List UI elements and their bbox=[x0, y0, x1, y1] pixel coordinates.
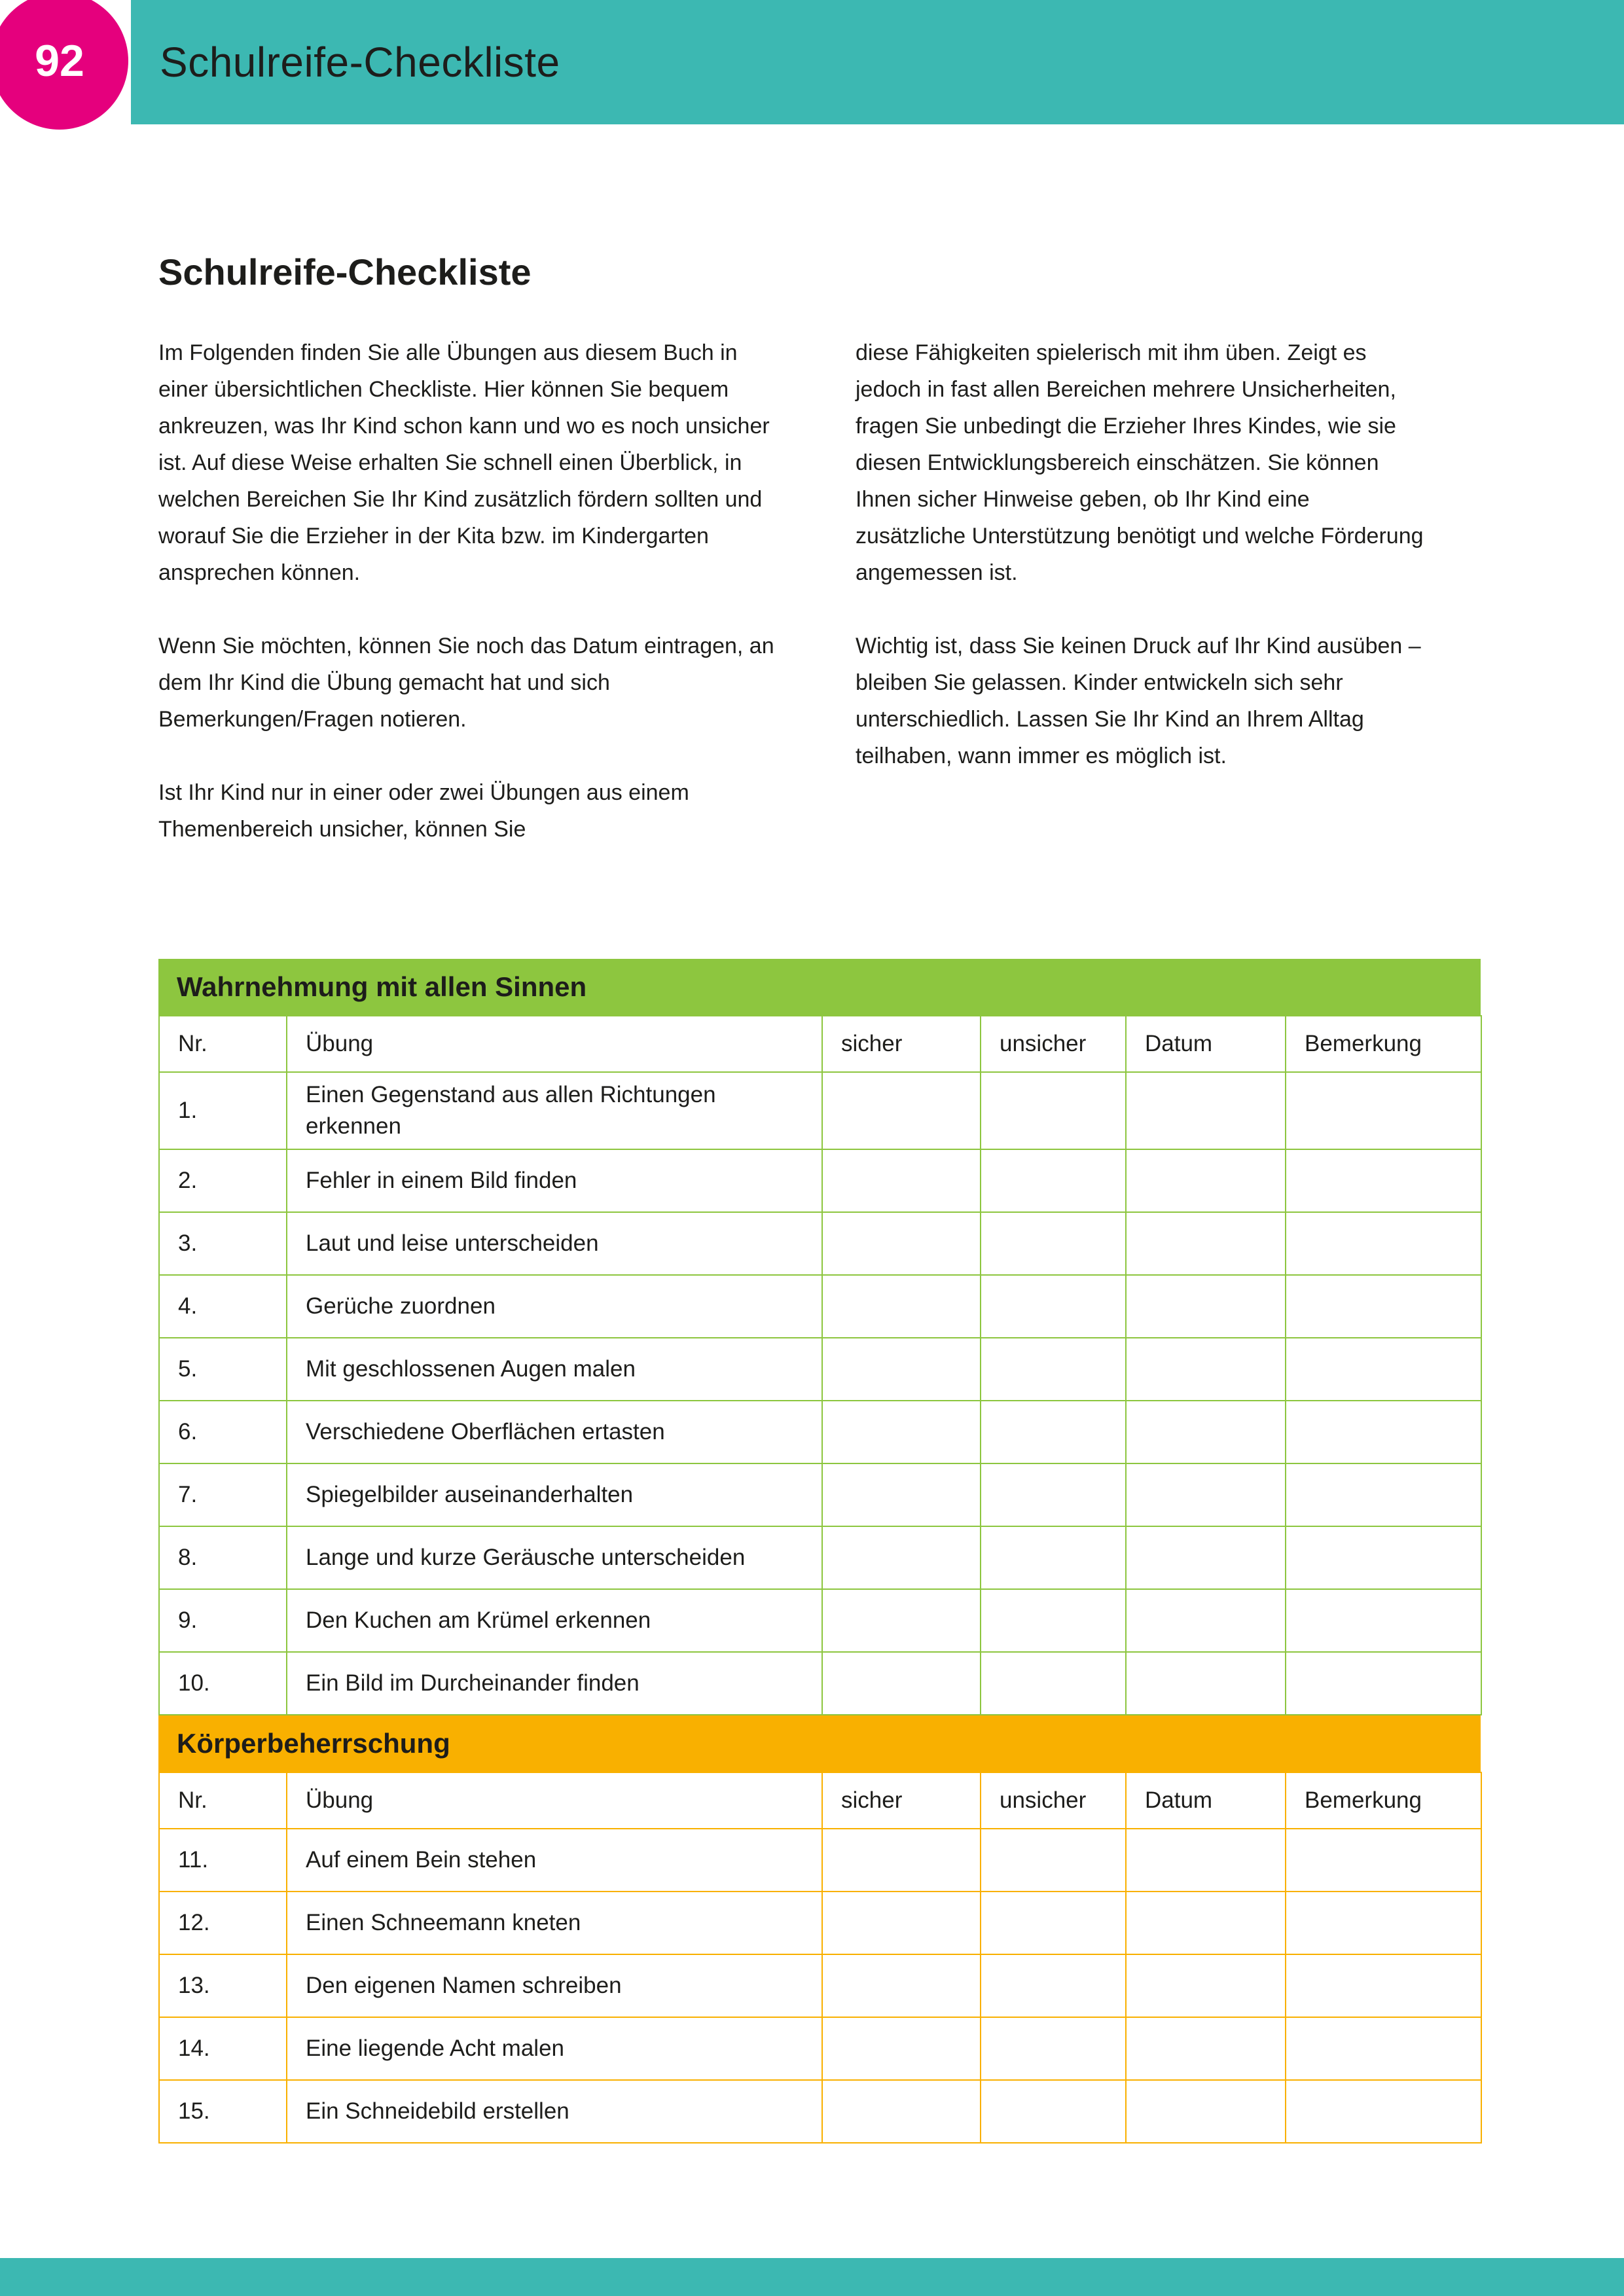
intro-paragraph: diese Fähigkeiten spielerisch mit ihm üben. Zeigt es jedoch in fast allen Bereichen mehrere Unsicherheiten, fragen Sie unbedingt die Erzieher Ihres Kindes, wie sie diesen Entwicklungsbereich einschätzen. Sie können Ihnen sicher Hinweise geben, ob Ihr Kind eine zusätzliche Unterstützung benötigt und welche Förderung angemessen ist. bbox=[856, 340, 1424, 586]
row-exercise: Mit geschlossenen Augen malen bbox=[287, 1338, 822, 1401]
main-content bbox=[158, 250, 1481, 2144]
cell-unsicher bbox=[981, 1401, 1126, 1463]
cell-bemerkung bbox=[1286, 1954, 1481, 2017]
table-row bbox=[159, 1589, 1481, 1652]
col-header-unsicher: unsicher bbox=[981, 1016, 1126, 1072]
cell-bemerkung bbox=[1286, 1829, 1481, 1892]
row-exercise: Fehler in einem Bild finden bbox=[287, 1149, 822, 1212]
table-row bbox=[159, 1072, 1481, 1149]
table-row bbox=[159, 2017, 1481, 2080]
row-number: 5. bbox=[159, 1338, 287, 1401]
cell-bemerkung bbox=[1286, 2080, 1481, 2143]
cell-datum bbox=[1126, 2017, 1286, 2080]
cell-sicher bbox=[822, 2017, 981, 2080]
cell-datum bbox=[1126, 1954, 1286, 2017]
cell-datum bbox=[1126, 1401, 1286, 1463]
col-header-sicher: sicher bbox=[822, 1016, 981, 1072]
section-title: Körperbeherrschung bbox=[158, 1715, 1481, 1772]
cell-sicher bbox=[822, 1463, 981, 1526]
cell-unsicher bbox=[981, 1338, 1126, 1401]
table-row bbox=[159, 1338, 1481, 1401]
row-number: 13. bbox=[159, 1954, 287, 2017]
header-title: Schulreife-Checkliste bbox=[160, 39, 560, 86]
row-number: 15. bbox=[159, 2080, 287, 2143]
row-exercise: Auf einem Bein stehen bbox=[287, 1829, 822, 1892]
page-title: Schulreife-Checkliste bbox=[158, 251, 532, 293]
footer-bar bbox=[0, 2258, 1624, 2296]
row-exercise: Ein Schneidebild erstellen bbox=[287, 2080, 822, 2143]
cell-bemerkung bbox=[1286, 1526, 1481, 1589]
header-bar bbox=[131, 0, 1624, 124]
col-header-nr: Nr. bbox=[159, 1772, 287, 1829]
cell-unsicher bbox=[981, 1275, 1126, 1338]
section-title: Wahrnehmung mit allen Sinnen bbox=[158, 959, 1481, 1015]
row-number: 10. bbox=[159, 1652, 287, 1715]
cell-sicher bbox=[822, 1589, 981, 1652]
cell-datum bbox=[1126, 1072, 1286, 1149]
row-number: 4. bbox=[159, 1275, 287, 1338]
row-exercise: Gerüche zuordnen bbox=[287, 1275, 822, 1338]
col-header-uebung: Übung bbox=[287, 1016, 822, 1072]
intro-paragraph: Ist Ihr Kind nur in einer oder zwei Übungen aus einem Themenbereich unsicher, können Sie bbox=[158, 780, 689, 842]
table-row bbox=[159, 1526, 1481, 1589]
cell-bemerkung bbox=[1286, 1892, 1481, 1954]
col-header-unsicher: unsicher bbox=[981, 1772, 1126, 1829]
cell-unsicher bbox=[981, 1463, 1126, 1526]
page-number: 92 bbox=[35, 36, 84, 86]
cell-sicher bbox=[822, 1829, 981, 1892]
cell-datum bbox=[1126, 2080, 1286, 2143]
row-exercise: Einen Schneemann kneten bbox=[287, 1892, 822, 1954]
cell-sicher bbox=[822, 1892, 981, 1954]
intro-paragraph: Wichtig ist, dass Sie keinen Druck auf Ihr Kind ausüben – bleiben Sie gelassen. Kinder entwickeln sich sehr unterschiedlich. Lassen Sie Ihr Kind an Ihrem Alltag teilhaben, wann immer es möglich ist. bbox=[856, 634, 1421, 769]
row-exercise: Lange und kurze Geräusche unterscheiden bbox=[287, 1526, 822, 1589]
row-number: 7. bbox=[159, 1463, 287, 1526]
cell-sicher bbox=[822, 1401, 981, 1463]
cell-bemerkung bbox=[1286, 1652, 1481, 1715]
cell-unsicher bbox=[981, 2017, 1126, 2080]
row-number: 9. bbox=[159, 1589, 287, 1652]
table-row bbox=[159, 1829, 1481, 1892]
cell-bemerkung bbox=[1286, 1589, 1481, 1652]
cell-datum bbox=[1126, 1892, 1286, 1954]
cell-datum bbox=[1126, 1212, 1286, 1275]
col-header-nr: Nr. bbox=[159, 1016, 287, 1072]
cell-unsicher bbox=[981, 1149, 1126, 1212]
row-number: 14. bbox=[159, 2017, 287, 2080]
intro-paragraph: Wenn Sie möchten, können Sie noch das Datum eintragen, an dem Ihr Kind die Übung gemacht hat und sich Bemerkungen/Fragen notieren. bbox=[158, 634, 774, 732]
col-header-bemerkung: Bemerkung bbox=[1286, 1772, 1481, 1829]
checklist-section-koerperbeherrschung bbox=[158, 1715, 1481, 2144]
cell-bemerkung bbox=[1286, 2017, 1481, 2080]
col-header-datum: Datum bbox=[1126, 1772, 1286, 1829]
cell-sicher bbox=[822, 1275, 981, 1338]
table-row bbox=[159, 1954, 1481, 2017]
intro-right-column bbox=[856, 334, 1425, 848]
row-number: 3. bbox=[159, 1212, 287, 1275]
row-number: 11. bbox=[159, 1829, 287, 1892]
checklist-table-koerperbeherrschung bbox=[158, 1772, 1482, 2144]
cell-unsicher bbox=[981, 1526, 1126, 1589]
checklist-section-wahrnehmung bbox=[158, 959, 1481, 1715]
checklist bbox=[158, 959, 1481, 2144]
row-exercise: Laut und leise unterscheiden bbox=[287, 1212, 822, 1275]
cell-sicher bbox=[822, 1954, 981, 2017]
cell-bemerkung bbox=[1286, 1072, 1481, 1149]
row-number: 6. bbox=[159, 1401, 287, 1463]
cell-unsicher bbox=[981, 1954, 1126, 2017]
cell-unsicher bbox=[981, 1212, 1126, 1275]
row-number: 1. bbox=[159, 1072, 287, 1149]
row-number: 2. bbox=[159, 1149, 287, 1212]
cell-unsicher bbox=[981, 2080, 1126, 2143]
cell-sicher bbox=[822, 1072, 981, 1149]
cell-unsicher bbox=[981, 1829, 1126, 1892]
table-row bbox=[159, 1275, 1481, 1338]
cell-sicher bbox=[822, 1526, 981, 1589]
cell-datum bbox=[1126, 1463, 1286, 1526]
cell-bemerkung bbox=[1286, 1275, 1481, 1338]
table-row bbox=[159, 1401, 1481, 1463]
col-header-datum: Datum bbox=[1126, 1016, 1286, 1072]
row-exercise: Ein Bild im Durcheinander finden bbox=[287, 1652, 822, 1715]
cell-sicher bbox=[822, 1338, 981, 1401]
cell-datum bbox=[1126, 1526, 1286, 1589]
intro-columns bbox=[158, 334, 1481, 848]
intro-paragraph: Im Folgenden finden Sie alle Übungen aus diesem Buch in einer übersichtlichen Checkliste. Hier können Sie bequem ankreuzen, was Ihr Kind schon kann und wo es noch unsicher ist. Auf diese Weise erhalten Sie schnell einen Überblick, in welchen Bereichen Sie Ihr Kind zusätzlich fördern sollten und worauf Sie die Erzieher in der Kita bzw. im Kindergarten ansprechen können. bbox=[158, 340, 770, 586]
cell-bemerkung bbox=[1286, 1338, 1481, 1401]
cell-datum bbox=[1126, 1652, 1286, 1715]
page-number-badge bbox=[0, 0, 128, 130]
cell-datum bbox=[1126, 1338, 1286, 1401]
cell-bemerkung bbox=[1286, 1401, 1481, 1463]
table-header-row bbox=[159, 1772, 1481, 1829]
cell-sicher bbox=[822, 1149, 981, 1212]
cell-sicher bbox=[822, 1652, 981, 1715]
table-row bbox=[159, 2080, 1481, 2143]
table-row bbox=[159, 1149, 1481, 1212]
row-exercise: Den eigenen Namen schreiben bbox=[287, 1954, 822, 2017]
table-row bbox=[159, 1212, 1481, 1275]
checklist-table-wahrnehmung bbox=[158, 1015, 1482, 1715]
row-exercise: Spiegelbilder auseinanderhalten bbox=[287, 1463, 822, 1526]
row-exercise: Den Kuchen am Krümel erkennen bbox=[287, 1589, 822, 1652]
cell-datum bbox=[1126, 1149, 1286, 1212]
cell-sicher bbox=[822, 1212, 981, 1275]
col-header-uebung: Übung bbox=[287, 1772, 822, 1829]
cell-unsicher bbox=[981, 1892, 1126, 1954]
cell-datum bbox=[1126, 1829, 1286, 1892]
row-exercise: Einen Gegenstand aus allen Richtungen erkennen bbox=[287, 1072, 822, 1149]
cell-unsicher bbox=[981, 1589, 1126, 1652]
cell-datum bbox=[1126, 1589, 1286, 1652]
cell-unsicher bbox=[981, 1652, 1126, 1715]
row-number: 12. bbox=[159, 1892, 287, 1954]
table-header-row bbox=[159, 1016, 1481, 1072]
row-number: 8. bbox=[159, 1526, 287, 1589]
col-header-sicher: sicher bbox=[822, 1772, 981, 1829]
cell-unsicher bbox=[981, 1072, 1126, 1149]
cell-bemerkung bbox=[1286, 1463, 1481, 1526]
col-header-bemerkung: Bemerkung bbox=[1286, 1016, 1481, 1072]
cell-bemerkung bbox=[1286, 1212, 1481, 1275]
table-row bbox=[159, 1892, 1481, 1954]
intro-left-column bbox=[158, 334, 790, 848]
cell-datum bbox=[1126, 1275, 1286, 1338]
table-row bbox=[159, 1652, 1481, 1715]
cell-bemerkung bbox=[1286, 1149, 1481, 1212]
row-exercise: Eine liegende Acht malen bbox=[287, 2017, 822, 2080]
table-row bbox=[159, 1463, 1481, 1526]
cell-sicher bbox=[822, 2080, 981, 2143]
row-exercise: Verschiedene Oberflächen ertasten bbox=[287, 1401, 822, 1463]
